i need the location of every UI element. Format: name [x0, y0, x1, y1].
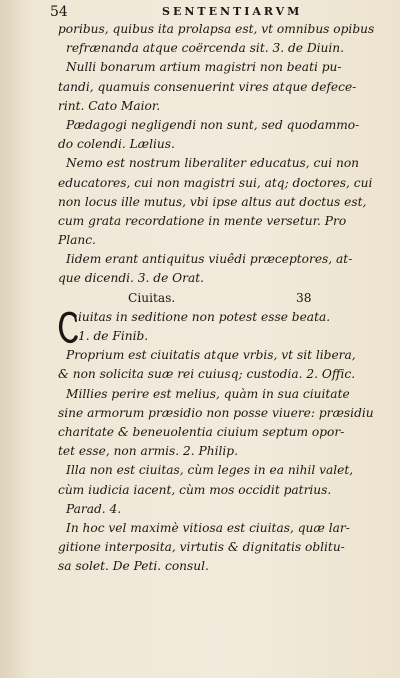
- text-line: cùm iudicia iacent, cùm mos occidit patrius.: [58, 482, 332, 497]
- text-line: non locus ille mutus, vbi ipse altus aut doctus est,: [58, 194, 367, 209]
- text-line: Parad. 4.: [66, 501, 122, 516]
- text-line: cum grata recordatione in mente versetur. Pro: [58, 213, 347, 228]
- dropcap-paragraph: [58, 308, 376, 346]
- text-line: tandi, quamuis consenuerint vires atque defece-: [58, 79, 357, 94]
- text-line: refrænanda atque coërcenda sit. 3. de Diuin.: [66, 41, 344, 56]
- running-title: SENTENTIARVM: [162, 5, 303, 18]
- text-line: iuitas in seditione non potest esse beata.: [78, 309, 331, 324]
- section-heading: [58, 289, 376, 308]
- text-line: & non solicita suæ rei cuiusq; custodia. 2. Offic.: [58, 367, 356, 382]
- text-line: do colendi. Lælius.: [58, 137, 175, 152]
- section-title: Ciuitas.: [128, 290, 176, 305]
- text-line: Pædagogi negligendi non sunt, sed quodammo-: [66, 117, 360, 132]
- text-line: Proprium est ciuitatis atque vrbis, vt sit libera,: [66, 348, 356, 363]
- text-line: Planc.: [58, 233, 96, 248]
- text-line: 1. de Finib.: [78, 329, 149, 343]
- text-line: gitione interposita, virtutis & dignitatis oblitu-: [58, 540, 345, 555]
- text-block: [58, 20, 376, 576]
- text-line: In hoc vel maximè vitiosa est ciuitas, quæ lar-: [66, 520, 350, 535]
- text-line: Illa non est ciuitas, cùm leges in ea nihil valet,: [66, 463, 354, 478]
- page-number: 54: [50, 4, 68, 20]
- text-line: Nulli bonarum artium magistri non beati pu-: [66, 60, 342, 75]
- text-line: sa solet. De Peti. consul.: [58, 559, 209, 574]
- dropcap-c-icon: [58, 310, 78, 344]
- text-line: charitate & beneuolentia ciuium septum opor-: [58, 424, 345, 439]
- page-header: [50, 4, 380, 20]
- text-line: Nemo est nostrum liberaliter educatus, cui non: [66, 156, 360, 171]
- text-line: educatores, cui non magistri sui, atq; doctores, cui: [58, 175, 373, 190]
- section-number: 38: [296, 290, 312, 305]
- text-line: poribus, quibus ita prolapsa est, vt omnibus opibus: [58, 22, 375, 36]
- text-line: sine armorum præsidio non posse viuere: præsidiu: [58, 405, 374, 420]
- text-line: Millies perire est melius, quàm in sua ciuitate: [66, 386, 350, 401]
- text-line: tet esse, non armis. 2. Philip.: [58, 444, 238, 459]
- text-line: Iidem erant antiquitus viuêdi præceptores, at-: [66, 252, 353, 267]
- text-line: rint. Cato Maior.: [58, 98, 161, 113]
- text-line: que dicendi. 3. de Orat.: [58, 271, 205, 286]
